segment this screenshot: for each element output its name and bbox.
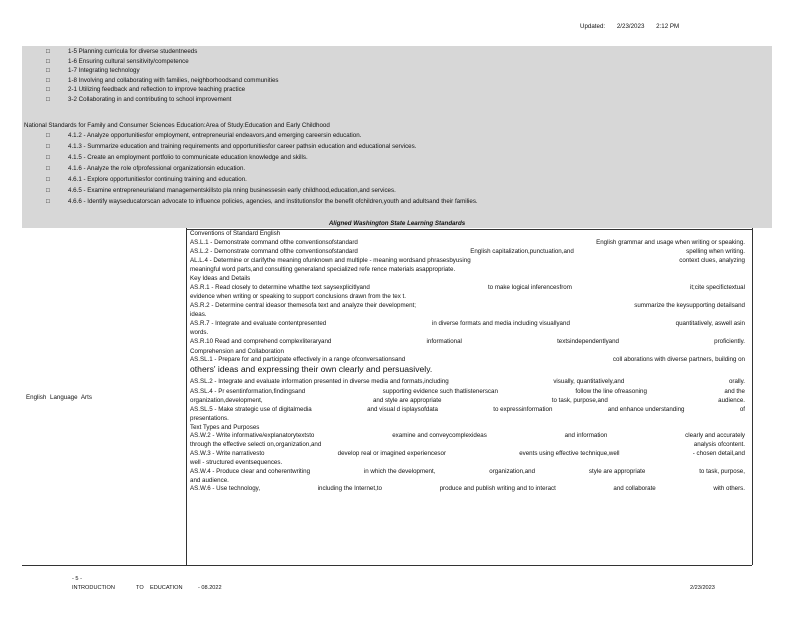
national-standard-item (46, 142, 416, 151)
footer-code: - 08.2022 (198, 585, 222, 591)
standard-line (190, 415, 229, 424)
column-divider (186, 228, 187, 565)
national-standard-item (46, 153, 308, 162)
standard-segment: informational (426, 338, 462, 345)
standard-segment: AS.W.4 - Produce clear and coherentwriting (190, 468, 311, 475)
standard-segment: orally. (728, 378, 745, 385)
table-right-rule (752, 228, 753, 565)
standard-segment: organization,and (489, 468, 536, 475)
standard-segment: through the effective selecti on,organization,and (190, 441, 322, 448)
step-text: 3-2 Collaborating in and contributing to school improvement (68, 95, 232, 103)
standard-segment: AL.L.4 - Determine or clarifythe meaning ofunknown and multiple - meaning wordsand phrasesbyusing (190, 257, 471, 264)
footer-course: INTRODUCTION (72, 585, 115, 591)
standard-line (190, 320, 745, 329)
national-standard-text: 4.1.2 - Analyze opportunitiesfor employment, entrepreneurial endeavors,and emerging careersin education. (68, 132, 362, 139)
standard-segment: to task, purpose,and (551, 397, 608, 404)
checkbox-icon: □ (46, 198, 50, 205)
standard-line (190, 406, 745, 415)
standard-segment: supporting evidence such thatlistenerscan (382, 388, 498, 395)
standard-segment: and the (724, 388, 745, 395)
standard-segment: AS.SL.1 - Prepare for and participate effectively in a range ofconversationsand (190, 356, 406, 363)
standard-line (190, 248, 745, 257)
standard-segment: - chosen detail,and (692, 450, 745, 457)
standard-segment: to make logical inferencesfrom (487, 284, 572, 291)
standard-segment: audience. (718, 397, 745, 404)
standard-segment: and information (564, 432, 608, 439)
standard-segment: to task, purpose, (699, 468, 745, 475)
standard-line (190, 388, 745, 397)
standard-segment: in which the development, (363, 468, 436, 475)
step-item (46, 57, 189, 66)
step-text: 1-8 Involving and collaborating with families, neighborhoodsand communities (68, 76, 279, 84)
checkbox-icon: □ (46, 67, 50, 74)
standard-segment: Text Types and Purposes (190, 424, 260, 431)
standard-line (190, 284, 745, 293)
standard-segment: Conventions of Standard English (190, 230, 281, 237)
standard-line (190, 432, 745, 441)
standard-segment: to expressinformation (493, 406, 553, 413)
standard-segment: in diverse formats and media including visuallyand (431, 320, 570, 327)
national-standard-text: 4.6.5 - Examine entrepreneurialand managementskillsto pla nning businessesin early childhood,education,and services. (68, 187, 396, 194)
standard-segment: evidence when writing or speaking to support conclusions drawn from the tex t. (190, 293, 406, 300)
standard-segment: examine and conveycomplexideas (392, 432, 487, 439)
checkbox-icon: □ (46, 165, 50, 172)
step-item (46, 47, 197, 56)
national-standard-item (46, 197, 478, 206)
step-text: 1-7 Integrating technology (68, 67, 140, 74)
standard-segment: words. (190, 329, 209, 336)
standard-segment: of (739, 406, 745, 413)
standard-line (190, 329, 208, 338)
footer-to: TO (136, 585, 144, 591)
national-standard-text: 4.1.6 - Analyze the role ofprofessional organizationsin education. (68, 165, 246, 172)
national-standard-text: 4.6.6 - Identify wayseducatorscan advocate to influence policies, agencies, and institutionsfor the benefit ofchildren,youth and adultsand their families. (68, 198, 478, 205)
standard-segment: and visual d isplaysofdata (367, 406, 438, 413)
standard-segment: quantitatively, aswell asin (675, 320, 745, 327)
step-item (46, 66, 140, 75)
standard-segment: and audience. (190, 477, 229, 484)
standard-segment: including the Internet,to (317, 485, 382, 492)
checkbox-icon: □ (46, 48, 50, 55)
standard-segment: analysis ofcontent. (693, 441, 745, 448)
standard-segment: AS.SL.5 - Make strategic use of digitalmedia (190, 406, 312, 413)
national-standard-item (46, 131, 361, 140)
standard-segment: Comprehension and Collaboration (190, 348, 284, 355)
checkbox-icon: □ (46, 86, 50, 93)
standard-segment: visually, quantitatively,and (553, 378, 625, 385)
checkbox-icon: □ (46, 154, 50, 161)
standard-segment: AS.L.2 - Demonstrate command ofthe conventionsofstandard (190, 248, 358, 255)
standard-segment: AS.R.10 Read and comprehend complexliteraryand (190, 338, 332, 345)
national-standard-text: 4.1.3 - Summarize education and training requirements and opportunitiesfor career pathsin education and educational services. (68, 143, 417, 150)
step-text: 1-6 Ensuring cultural sensitivity/competence (68, 57, 189, 65)
step-item (46, 85, 245, 94)
standard-segment: textsindependentlyand (557, 338, 619, 345)
standard-segment: develop real or imagined experiencesor (337, 450, 447, 457)
standard-line (190, 311, 207, 320)
standard-segment: produce and publish writing and to interact (439, 485, 556, 492)
footer-education: EDUCATION (150, 585, 183, 591)
table-header: Aligned Washington State Learning Standards (22, 219, 772, 228)
standard-line (190, 459, 282, 468)
standard-segment: well - structured eventsequences. (190, 459, 283, 466)
standard-segment: AS.W.2 - Write informative/explanatorytextsto (190, 432, 315, 439)
checkbox-icon: □ (46, 95, 50, 103)
standard-segment: organization,development, (190, 397, 263, 404)
standard-line (190, 441, 745, 450)
standard-segment: AS.SL.2 - Integrate and evaluate information presented in diverse media and formats,including (190, 378, 449, 385)
standard-segment: and style are appropriate (372, 397, 442, 404)
standard-segment: it;cite specifictextual (689, 284, 745, 291)
standard-segment: AS.R.1 - Read closely to determine whatthe text saysexplicitlyand (190, 284, 370, 291)
checkbox-icon: □ (46, 143, 50, 150)
checkbox-icon: □ (46, 176, 50, 183)
footer-date: 2/23/2023 (690, 585, 715, 591)
standard-segment: clearly and accurately (685, 432, 745, 439)
standard-segment: and collaborate (613, 485, 656, 492)
national-standard-item (46, 175, 247, 184)
checkbox-icon: □ (46, 187, 50, 194)
checkbox-icon: □ (46, 57, 50, 65)
standard-segment: Key Ideas and Details (190, 275, 251, 282)
standard-segment: and enhance understanding (607, 406, 685, 413)
standard-segment: meaningful word parts,and consulting generaland specialized refe rence materials asappropriate. (190, 266, 456, 273)
standard-line (190, 302, 745, 311)
standard-line (190, 397, 745, 406)
standard-segment: ideas. (190, 311, 207, 318)
standard-segment: presentations. (190, 415, 229, 422)
step-item (46, 76, 279, 85)
updated-time: 2:12 PM (656, 23, 680, 30)
standard-segment: with others. (713, 485, 745, 492)
standard-line (190, 485, 745, 494)
standard-line (190, 378, 745, 387)
standard-segment: proficiently. (714, 338, 745, 345)
standard-segment: English capitalization,punctuation,and (470, 248, 574, 255)
step-text: 2-1 Utilizing feedback and reflection to improve teaching practice (68, 86, 246, 93)
checkbox-icon: □ (46, 76, 50, 84)
subject-label: English Language Arts (26, 394, 92, 401)
standard-segment: AS.SL.4 - Pr esentinformation,findingsand (190, 388, 306, 395)
national-standard-text: 4.1.5 - Create an employment portfolio to communicate education knowledge and skills. (68, 154, 308, 161)
step-text: 1-5 Planning curricula for diverse studentneeds (68, 48, 198, 55)
table-bottom-rule (22, 565, 752, 566)
standard-line (190, 450, 745, 459)
checkbox-icon: □ (46, 132, 50, 139)
standard-segment: AS.R.2 - Determine central ideasor themesofa text and analyze their development; (190, 302, 416, 309)
national-standards-title: National Standards for Family and Consumer Sciences Education:Area of Study:Education and Early Childhood (24, 122, 330, 129)
standard-segment: follow the line ofreasoning (575, 388, 647, 395)
standard-segment: context clues, analyzing (679, 257, 745, 264)
standard-line (190, 257, 745, 266)
standard-segment: AS.W.3 - Write narrativesto (190, 450, 265, 457)
updated-date: 2/23/2023 (616, 23, 645, 30)
updated-stamp (580, 23, 689, 30)
standard-segment: others' ideas and expressing their own clearly and persuasively. (190, 364, 433, 374)
national-standard-text: 4.6.1 - Explore opportunitiesfor continuing training and education. (68, 176, 247, 183)
standard-line (190, 266, 455, 275)
standard-line (190, 293, 406, 302)
standard-segment: spelling when writing. (686, 248, 745, 255)
standard-line (190, 468, 745, 477)
national-standard-item (46, 186, 396, 195)
standard-line (190, 230, 280, 239)
standard-line (190, 338, 745, 347)
standard-segment: coll aborations with diverse partners, building on (612, 356, 745, 363)
standard-segment: AS.L.1 - Demonstrate command ofthe conventionsofstandard (190, 239, 358, 246)
national-standard-item (46, 164, 245, 173)
standard-line (190, 275, 250, 284)
standard-segment: style are appropriate (588, 468, 646, 475)
standard-segment: events using effective technique,well (519, 450, 620, 457)
standard-line (190, 239, 745, 248)
standard-line (190, 365, 432, 374)
step-item (46, 95, 231, 104)
standard-segment: AS.W.6 - Use technology, (190, 485, 261, 492)
page-number: - 5 - (72, 576, 82, 582)
standard-segment: summarize the keysupporting detailsand (634, 302, 745, 309)
standard-segment: AS.R.7 - Integrate and evaluate contentpresented (190, 320, 327, 327)
updated-label: Updated: (580, 23, 606, 30)
standard-segment: English grammar and usage when writing or speaking. (596, 239, 745, 246)
